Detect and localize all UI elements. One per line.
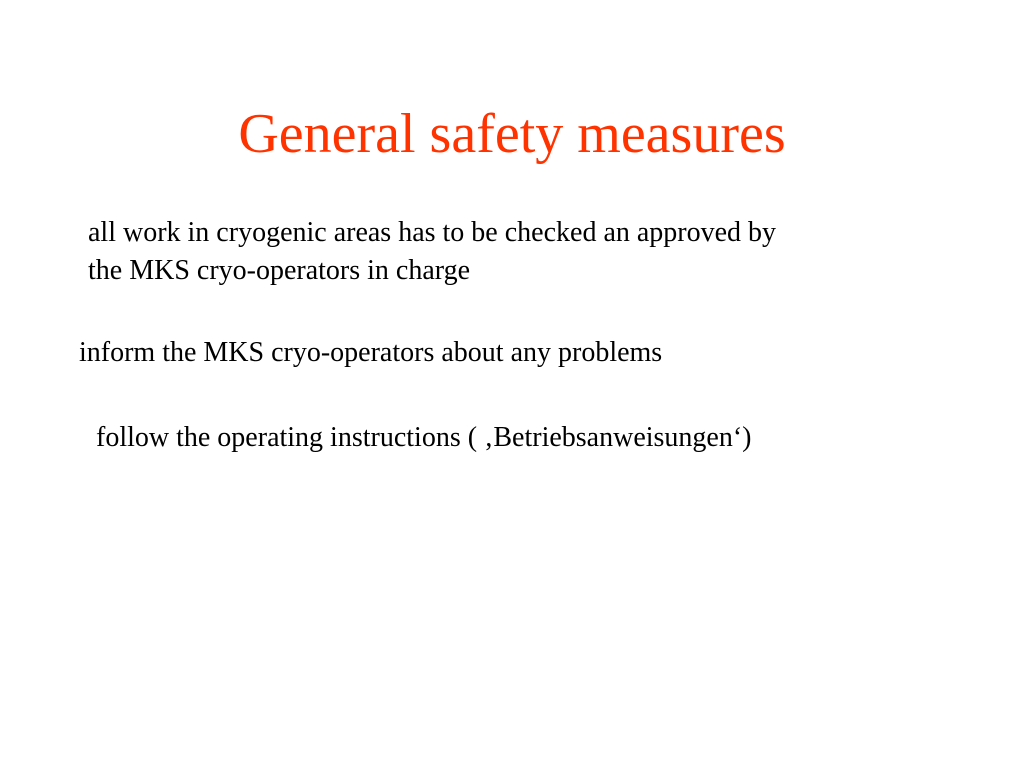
paragraph-line: inform the MKS cryo-operators about any problems bbox=[79, 337, 663, 368]
body-paragraph-work-approval bbox=[88, 214, 776, 290]
slide-title: General safety measures bbox=[238, 103, 786, 165]
paragraph-line: the MKS cryo-operators in charge bbox=[88, 255, 471, 286]
paragraph-line: all work in cryogenic areas has to be checked an approved by bbox=[88, 217, 777, 248]
body-paragraph-operating-instructions bbox=[96, 419, 752, 457]
paragraph-line: follow the operating instructions ( ‚Betriebsanweisungen‘) bbox=[96, 422, 752, 453]
body-paragraph-inform-operators bbox=[79, 334, 662, 372]
